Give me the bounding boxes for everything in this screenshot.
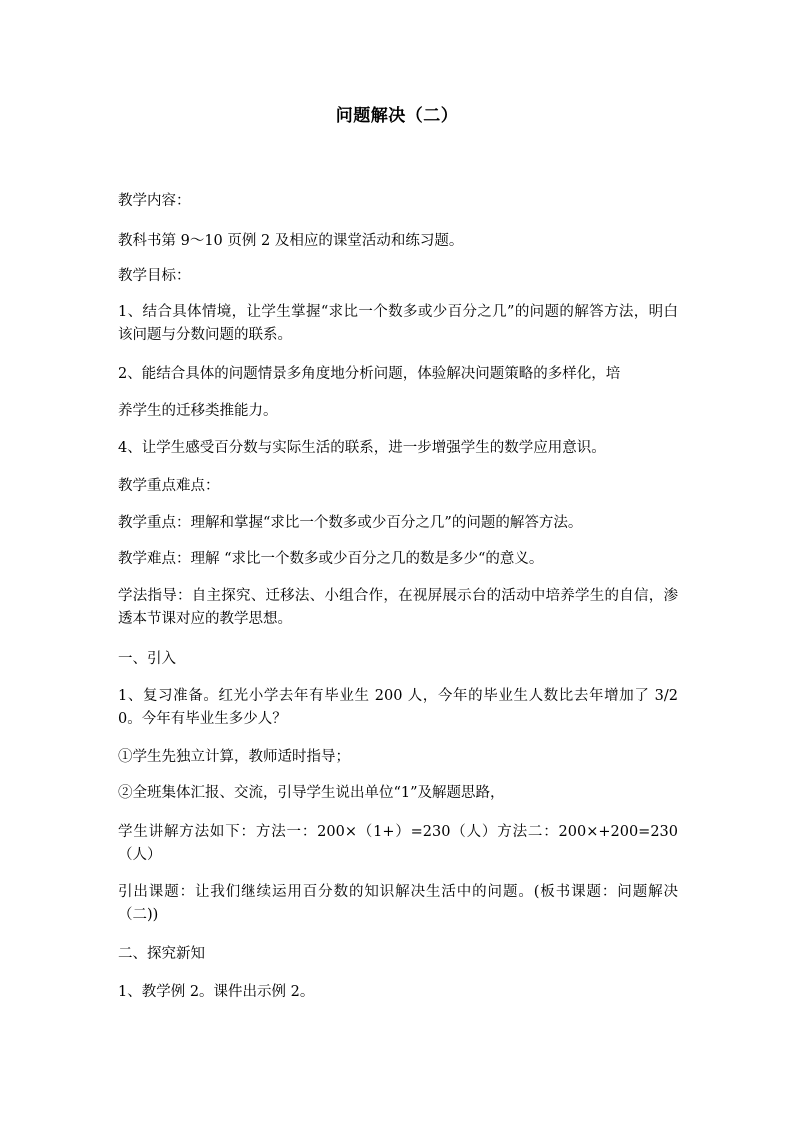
paragraph-section-explore: 二、探究新知 <box>118 946 205 962</box>
paragraph-goal-4: 4、让学生感受百分数与实际生活的联系，进一步增强学生的数学应用意识。 <box>118 440 606 456</box>
paragraph-step-report: ②全班集体汇报、交流，引导学生说出单位“1”及解题思路， <box>118 785 505 801</box>
paragraph-goal-2-continued: 养学生的迁移类推能力。 <box>118 403 278 419</box>
paragraph-teaching-goals-heading: 教学目标： <box>118 268 191 284</box>
document-title: 问题解决（二） <box>335 106 459 126</box>
paragraph-example-2: 1、教学例 2。课件出示例 2。 <box>118 984 315 1000</box>
paragraph-goal-1: 1、结合具体情境，让学生掌握“求比一个数多或少百分之几”的问题的解答方法，明白该问题与分数问题的联系。 <box>118 304 678 343</box>
paragraph-review-problem: 1、复习准备。红光小学去年有毕业生 200 人，今年的毕业生人数比去年增加了 3/20。今年有毕业生多少人？ <box>118 688 678 727</box>
paragraph-key-point: 教学重点：理解和掌握“求比一个数多或少百分之几”的问题的解答方法。 <box>118 515 583 531</box>
paragraph-lesson-topic: 引出课题：让我们继续运用百分数的知识解决生活中的问题。(板书课题：问题解决（二)) <box>118 884 678 923</box>
paragraph-section-introduction: 一、引入 <box>118 651 176 667</box>
paragraph-difficult-point: 教学难点：理解 “求比一个数多或少百分之几的数是多少“的意义。 <box>118 551 544 567</box>
paragraph-textbook-reference: 教科书第 9～10 页例 2 及相应的课堂活动和练习题。 <box>118 233 464 249</box>
paragraph-teaching-content-heading: 教学内容： <box>118 193 191 209</box>
paragraph-goal-2: 2、能结合具体的问题情景多角度地分析问题，体验解决问题策略的多样化，培 <box>118 366 621 382</box>
paragraph-key-points-heading: 教学重点难点： <box>118 478 220 494</box>
paragraph-solution-methods: 学生讲解方法如下：方法一：200×（1+）=230（人）方法二：200×+200=230（人） <box>118 824 678 863</box>
paragraph-learning-method: 学法指导：自主探究、迁移法、小组合作，在视屏展示台的活动中培养学生的自信，渗透本节课对应的教学思想。 <box>118 588 678 627</box>
paragraph-step-independent: ①学生先独立计算，教师适时指导； <box>118 749 350 765</box>
